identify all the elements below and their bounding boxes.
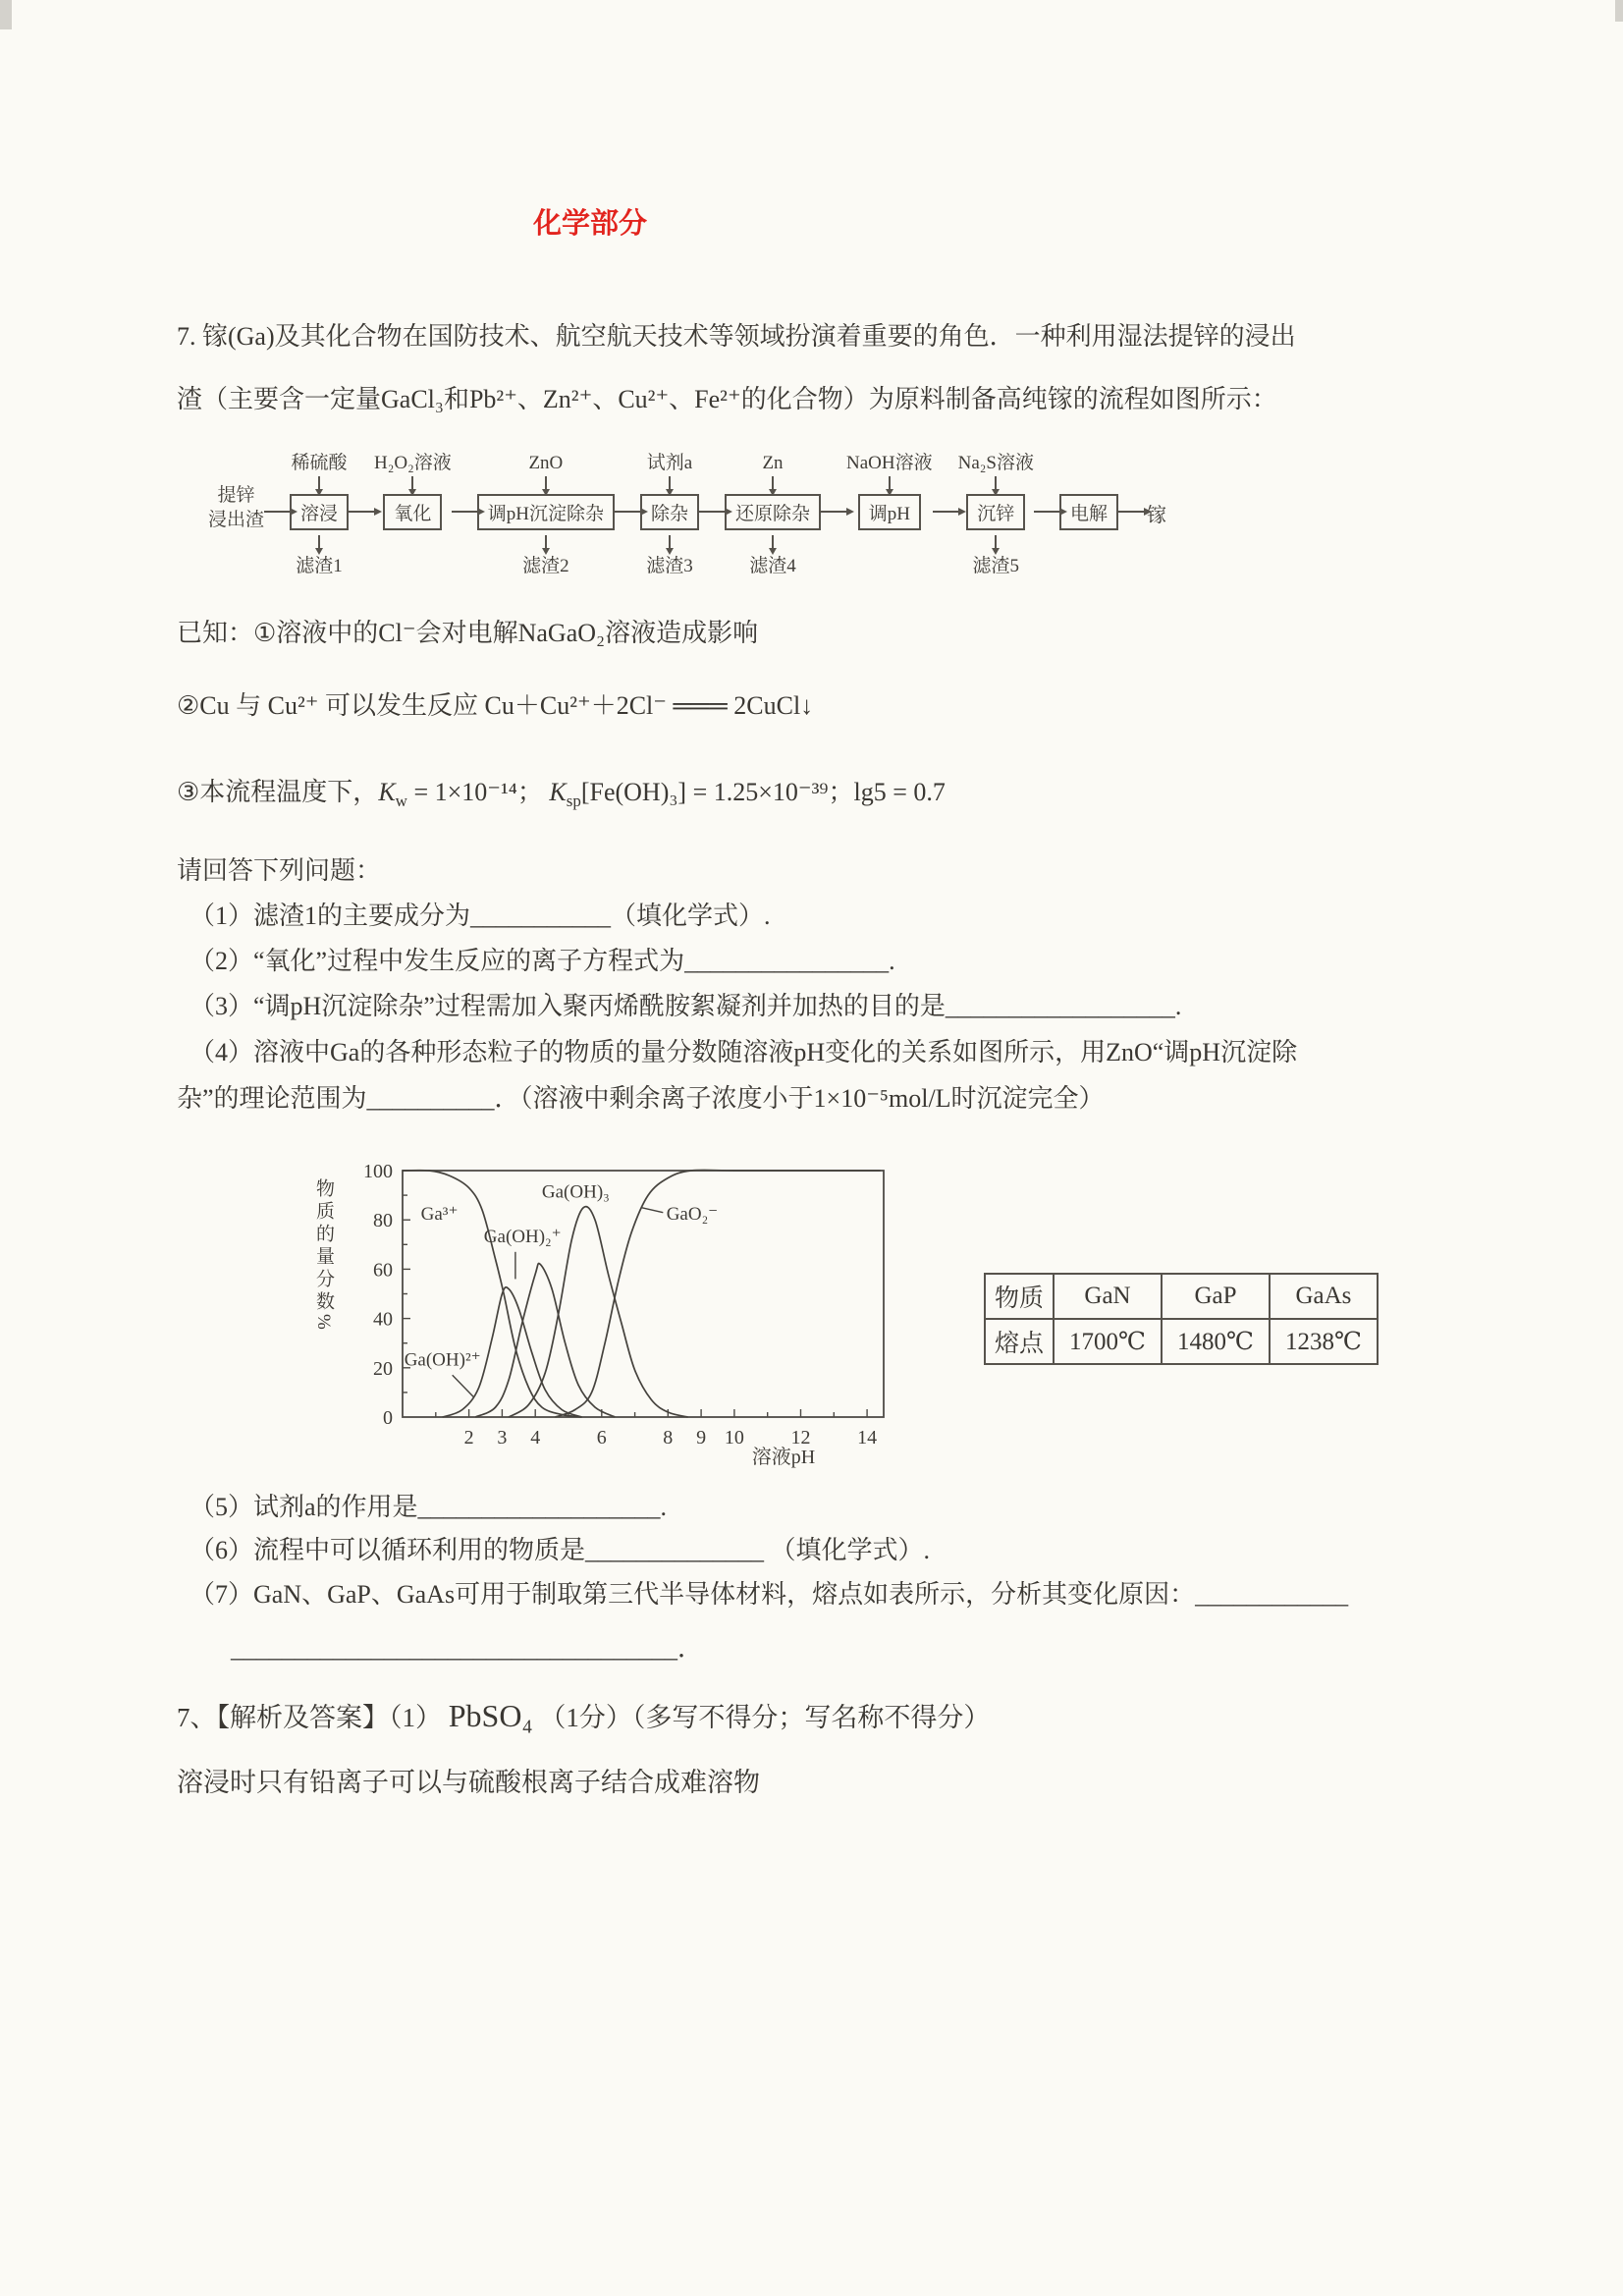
flow-step-label: 调pH沉淀除杂 bbox=[487, 503, 604, 524]
x-tick-label: 10 bbox=[724, 1427, 744, 1449]
flow-step-label: 除杂 bbox=[650, 503, 688, 524]
flow-step-box bbox=[1059, 494, 1118, 530]
text-fragment: ③本流程温度下， bbox=[177, 778, 379, 806]
arrow-down-icon bbox=[545, 535, 547, 548]
arrow-right-icon bbox=[452, 511, 477, 513]
flow-reagent-label: Zn bbox=[762, 453, 784, 473]
arrow-right-icon bbox=[821, 511, 846, 513]
text-fragment: [Fe(OH)₃] = 1.25×10⁻³⁹；lg5 = 0.7 bbox=[580, 778, 946, 806]
series-curve bbox=[475, 1263, 615, 1417]
question-item-5: （5）试剂a的作用是___________________. bbox=[189, 1493, 668, 1521]
arrow-down-icon bbox=[669, 476, 671, 489]
y-tick-label: 100 bbox=[363, 1161, 393, 1182]
scan-artifact-top-left bbox=[0, 0, 12, 29]
species-distribution-chart bbox=[245, 1137, 943, 1483]
arrow-down-icon bbox=[889, 476, 891, 489]
x-tick-label: 14 bbox=[857, 1427, 878, 1449]
question-item-7-blank-line: ___________________________________． bbox=[231, 1634, 704, 1663]
flow-residue-label: 滤渣2 bbox=[522, 556, 569, 576]
flow-source-label bbox=[208, 483, 264, 532]
question-7-line1: 7. 镓(Ga)及其化合物在国防技术、航空航天技术等领域扮演着重要的角色．一种利用湿法提锌的浸出 bbox=[177, 322, 1296, 351]
answer-prompt: 请回答下列问题： bbox=[177, 856, 382, 885]
answer-note: （1分）（多写不得分；写名称不得分） bbox=[532, 1703, 991, 1732]
series-label-leader-line bbox=[453, 1375, 474, 1397]
x-tick-label: 2 bbox=[463, 1427, 474, 1449]
table-cell: 1700℃ bbox=[1054, 1319, 1162, 1364]
arrow-down-icon bbox=[545, 476, 547, 489]
arrow-down-icon bbox=[669, 535, 671, 548]
answer-formula: PbSO₄ bbox=[448, 1698, 533, 1733]
x-tick-label: 3 bbox=[497, 1427, 508, 1449]
table-header-cell: GaAs bbox=[1270, 1274, 1378, 1319]
flow-step-label: 沉锌 bbox=[977, 503, 1015, 524]
constant-subscript: w bbox=[395, 792, 407, 811]
arrow-down-icon bbox=[318, 535, 320, 548]
flow-step-box bbox=[477, 494, 615, 530]
arrow-right-icon bbox=[1118, 511, 1144, 513]
arrow-right-icon bbox=[699, 511, 725, 513]
constant-symbol-ksp: K bbox=[549, 778, 567, 806]
question-item-4-line2: 杂”的理论范围为__________．（溶液中剩余离子浓度小于1×10⁻⁵mol/L时沉淀完全） bbox=[177, 1084, 1105, 1113]
flow-step-label: 还原除杂 bbox=[734, 503, 810, 524]
flow-stage-7 bbox=[958, 440, 1034, 577]
y-tick-label: 20 bbox=[373, 1357, 393, 1380]
chart-y-axis-label: 物质的量分数% bbox=[313, 1178, 334, 1334]
flow-stage-8 bbox=[1059, 440, 1118, 534]
answer-line-1 bbox=[177, 1699, 990, 1734]
flow-source-line: 提锌 bbox=[217, 485, 255, 506]
flow-stage-5 bbox=[725, 440, 821, 577]
answer-line-2: 溶浸时只有铅离子可以与硫酸根离子结合成难溶物 bbox=[177, 1768, 760, 1797]
arrow-right-icon bbox=[615, 511, 640, 513]
flow-reagent-label: NaOH溶液 bbox=[846, 453, 933, 473]
arrow-right-icon bbox=[933, 511, 958, 513]
table-header-cell: 物质 bbox=[985, 1274, 1054, 1319]
arrow-right-icon bbox=[264, 511, 290, 513]
flow-stage-3 bbox=[477, 440, 615, 577]
x-tick-label: 4 bbox=[530, 1427, 541, 1449]
known-condition-1: 已知：①溶液中的Cl⁻会对电解NaGaO₂溶液造成影响 bbox=[177, 619, 759, 647]
flow-reagent-label: ZnO bbox=[528, 453, 564, 473]
arrow-right-icon bbox=[349, 511, 374, 513]
table-row bbox=[985, 1319, 1378, 1364]
arrow-right-icon bbox=[1034, 511, 1059, 513]
text-fragment: = 1×10⁻¹⁴； bbox=[406, 778, 550, 806]
question-item-7: （7）GaN、GaP、GaAs可用于制取第三代半导体材料，熔点如表所示，分析其变化原因：____________ bbox=[189, 1580, 1349, 1609]
flow-reagent-label: Na₂S溶液 bbox=[957, 453, 1034, 473]
arrow-down-icon bbox=[995, 535, 997, 548]
flow-step-box bbox=[290, 494, 349, 530]
x-tick-label: 12 bbox=[790, 1427, 811, 1449]
flow-step-label: 氧化 bbox=[394, 503, 432, 524]
flow-residue-label: 滤渣5 bbox=[972, 556, 1020, 576]
flow-step-box bbox=[966, 494, 1025, 530]
question-item-1: （1）滤渣1的主要成分为___________（填化学式）. bbox=[189, 902, 771, 930]
flow-stage-4 bbox=[640, 440, 699, 577]
y-tick-label: 40 bbox=[373, 1308, 393, 1331]
question-7-line2: 渣（主要含一定量GaCl₃和Pb²⁺、Zn²⁺、Cu²⁺、Fe²⁺的化合物）为原料制备高纯镓的流程如图所示： bbox=[177, 385, 1277, 413]
arrow-down-icon bbox=[318, 476, 320, 489]
known-condition-2: ②Cu 与 Cu²⁺ 可以发生反应 Cu＋Cu²⁺＋2Cl⁻ ═══ 2CuCl↓ bbox=[177, 691, 814, 720]
flow-source-line: 浸出渣 bbox=[208, 510, 265, 530]
flow-step-box bbox=[725, 494, 821, 530]
flow-residue-label: 滤渣1 bbox=[296, 556, 343, 576]
question-item-6: （6）流程中可以循环利用的物质是______________ （填化学式）. bbox=[189, 1536, 931, 1564]
question-item-3: （3）“调pH沉淀除杂”过程需加入聚丙烯酰胺絮凝剂并加热的目的是__________________. bbox=[189, 992, 1182, 1020]
question-item-2: （2）“氧化”过程中发生反应的离子方程式为________________. bbox=[189, 947, 895, 975]
y-tick-label: 60 bbox=[373, 1259, 393, 1282]
flow-step-label: 调pH bbox=[868, 503, 910, 524]
flow-residue-label: 滤渣4 bbox=[749, 556, 796, 576]
answer-prefix: 7、【解析及答案】（1） bbox=[177, 1703, 449, 1732]
process-flow-diagram bbox=[208, 440, 1166, 577]
arrow-down-icon bbox=[772, 476, 774, 489]
constant-subscript: sp bbox=[566, 792, 581, 811]
x-tick-label: 9 bbox=[696, 1427, 707, 1449]
arrow-down-icon bbox=[772, 535, 774, 548]
question-item-4-line1: （4）溶液中Ga的各种形态粒子的物质的量分数随溶液pH变化的关系如图所示，用ZnO“调pH沉淀除 bbox=[189, 1038, 1298, 1066]
flow-reagent-label: H₂O₂溶液 bbox=[374, 453, 452, 473]
y-tick-label: 0 bbox=[383, 1407, 393, 1429]
y-tick-label: 80 bbox=[373, 1210, 393, 1232]
table-header-cell: GaN bbox=[1054, 1274, 1162, 1319]
series-label: Ga³⁺ bbox=[420, 1204, 459, 1226]
table-cell: 熔点 bbox=[985, 1319, 1054, 1364]
x-tick-label: 6 bbox=[596, 1427, 607, 1449]
flow-step-box bbox=[640, 494, 699, 530]
series-label: Ga(OH)₂⁺ bbox=[483, 1226, 562, 1247]
arrow-down-icon bbox=[411, 476, 413, 489]
flow-product-label: 镓 bbox=[1146, 505, 1166, 526]
page-title: 化学部分 bbox=[533, 208, 648, 240]
flow-step-label: 电解 bbox=[1069, 503, 1108, 524]
table-cell: 1238℃ bbox=[1270, 1319, 1378, 1364]
chart-x-axis-label: 溶液pH bbox=[751, 1447, 816, 1468]
flow-step-box bbox=[858, 494, 921, 530]
series-label: Ga(OH)₃ bbox=[541, 1181, 610, 1203]
x-tick-label: 8 bbox=[663, 1427, 674, 1449]
flow-reagent-label: 试剂a bbox=[646, 453, 693, 473]
melting-point-table bbox=[984, 1273, 1379, 1365]
chart-canvas bbox=[245, 1137, 943, 1483]
table-row bbox=[985, 1274, 1378, 1319]
flow-reagent-label: 稀硫酸 bbox=[291, 453, 348, 473]
arrow-down-icon bbox=[995, 476, 997, 489]
flow-residue-label: 滤渣3 bbox=[646, 556, 693, 576]
series-label-leader-line bbox=[641, 1208, 663, 1213]
series-label: Ga(OH)²⁺ bbox=[404, 1349, 481, 1371]
flow-stage-6 bbox=[846, 440, 933, 534]
flow-stage-1 bbox=[290, 440, 349, 577]
table-cell: 1480℃ bbox=[1162, 1319, 1270, 1364]
flow-step-label: 溶浸 bbox=[300, 503, 339, 524]
scan-artifact-top-right bbox=[1615, 0, 1623, 22]
series-label: GaO₂⁻ bbox=[666, 1204, 719, 1226]
flow-stage-2 bbox=[374, 440, 452, 534]
flow-step-box bbox=[383, 494, 442, 530]
table-header-cell: GaP bbox=[1162, 1274, 1270, 1319]
constant-symbol-kw: K bbox=[378, 778, 396, 806]
known-condition-3 bbox=[177, 776, 946, 818]
